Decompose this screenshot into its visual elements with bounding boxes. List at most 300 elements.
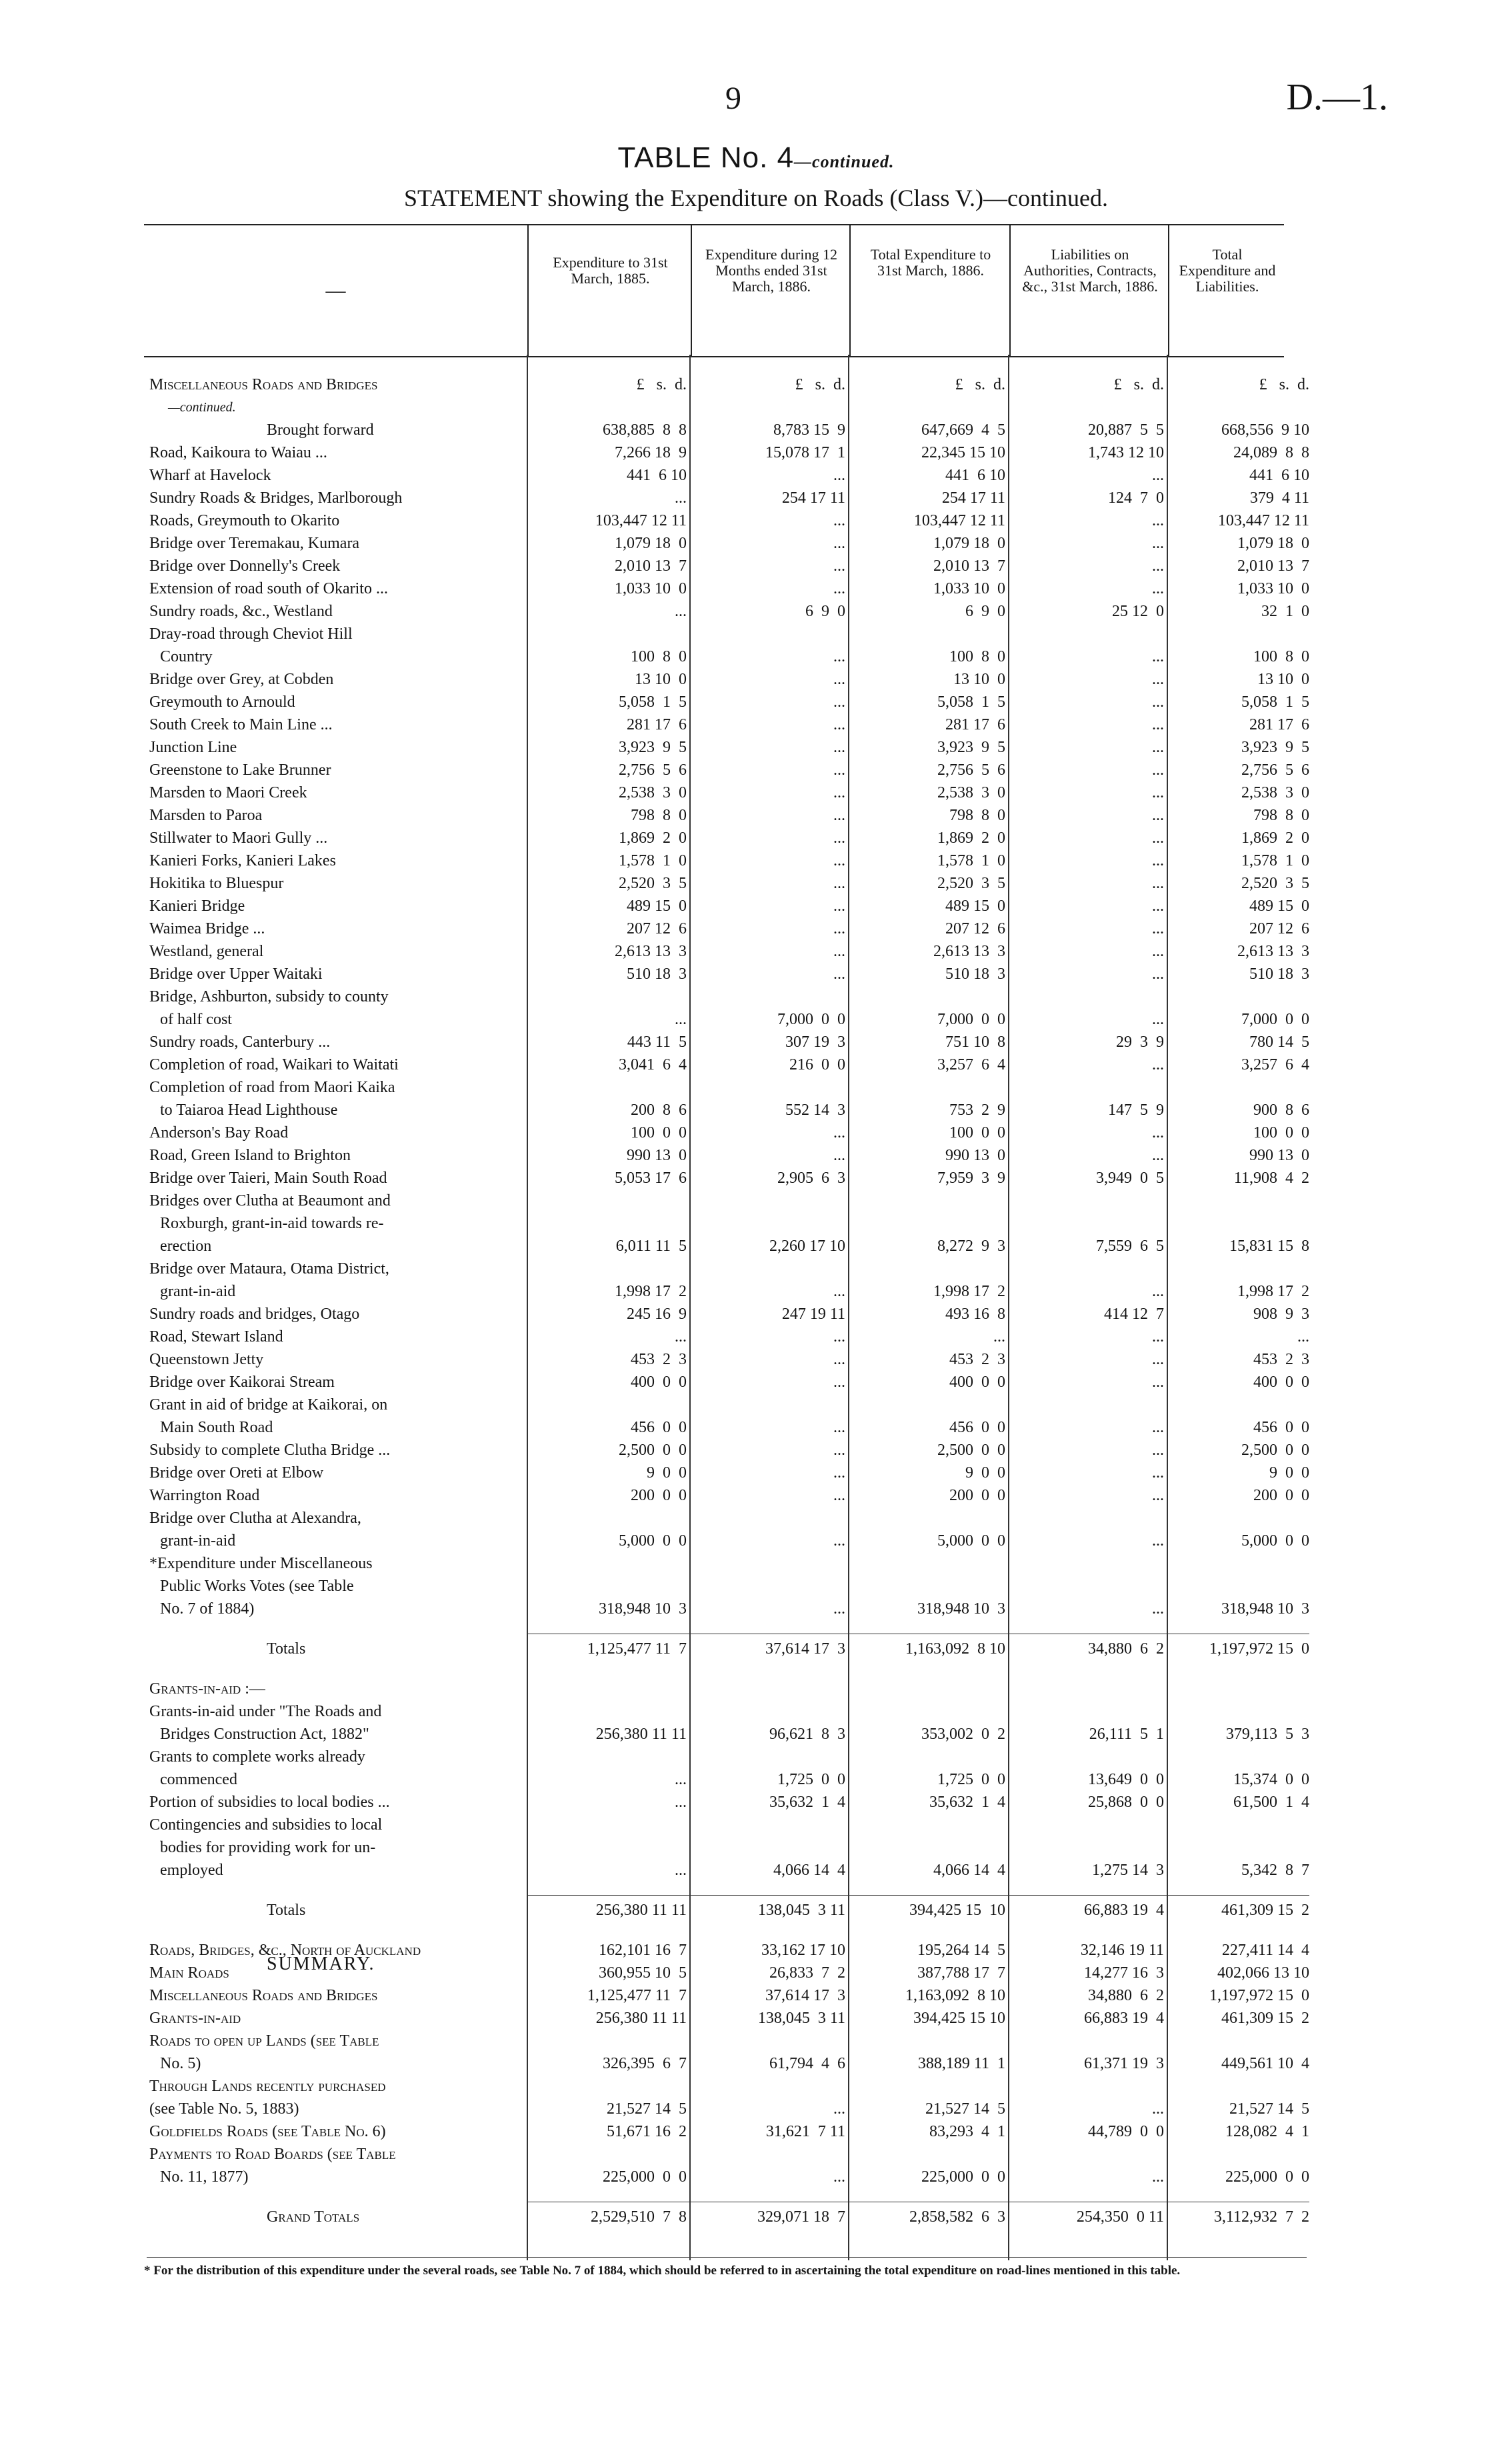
cell-c2: 15,078 17 1 [765, 444, 845, 461]
footnote-rule [147, 2257, 1307, 2258]
row-label: Bridge, Ashburton, subsidy to county [149, 988, 389, 1005]
cell-c4: 414 12 7 [1104, 1306, 1164, 1323]
statement-heading: STATEMENT showing the Expenditure on Roads (Class V.)—continued. [403, 185, 1109, 211]
row-label: of half cost [160, 1011, 232, 1028]
table-row [0, 1507, 1512, 1530]
cell-c3: 394,425 15 10 [909, 1902, 1005, 1919]
cell-c1: 2,538 3 0 [619, 784, 687, 801]
cell-c4: ... [1152, 761, 1164, 779]
cell-c5: 780 14 5 [1249, 1033, 1309, 1051]
table-row [0, 1189, 1512, 1212]
row-label: Bridge over Taieri, Main South Road [149, 1169, 387, 1187]
row-label: No. 5) [160, 2055, 201, 2072]
cell-c1: 318,948 10 3 [599, 1600, 687, 1618]
cell-c4: 25 12 0 [1112, 603, 1164, 620]
cell-c4: 254,350 0 11 [1076, 2208, 1164, 2226]
cell-c3: 200 0 0 [949, 1487, 1005, 1504]
cell-c5: 461,309 15 2 [1221, 2010, 1309, 2027]
table-title-continued: —continued. [794, 152, 895, 171]
cell-c4: 34,880 6 2 [1088, 1640, 1164, 1658]
table-row [0, 895, 1512, 917]
cell-c5: 318,948 10 3 [1221, 1600, 1309, 1618]
table-row [0, 1394, 1512, 1416]
table-row [0, 1962, 1512, 1984]
cell-c1: 510 18 3 [627, 965, 687, 983]
table-row [0, 373, 1512, 396]
cell-c1: 1,869 2 0 [619, 829, 687, 847]
table-row [0, 2120, 1512, 2143]
cell-c2: ... [833, 1487, 845, 1504]
cell-c3: 4,066 14 4 [933, 1862, 1005, 1879]
cell-c2: 216 0 0 [789, 1056, 845, 1073]
table-row [0, 2166, 1512, 2188]
cell-c4: 25,868 0 0 [1088, 1794, 1164, 1811]
cell-c3: 751 10 8 [945, 1033, 1005, 1051]
cell-c2: 6 9 0 [805, 603, 845, 620]
cell-c2: ... [833, 1600, 845, 1618]
cell-c2: ... [833, 1328, 845, 1346]
table-row [0, 1326, 1512, 1348]
cell-c3: 388,189 11 1 [917, 2055, 1005, 2072]
row-label: Main Roads [149, 1964, 229, 1982]
row-label: Bridges Construction Act, 1882" [160, 1726, 369, 1743]
cell-c5: 798 8 0 [1253, 807, 1309, 824]
header-col-2: Expenditure during 12 Months ended 31st March, 1886. [691, 225, 851, 356]
cell-c4: ... [1152, 1442, 1164, 1459]
cell-c4: 3,949 0 5 [1096, 1169, 1164, 1187]
cell-c5: 100 0 0 [1253, 1124, 1309, 1141]
cell-c5: 379,113 5 3 [1225, 1726, 1309, 1743]
cell-c4: ... [1152, 557, 1164, 575]
cell-c2: ... [833, 2100, 845, 2118]
cell-c4: 124 7 0 [1108, 489, 1164, 507]
cell-c5: 207 12 6 [1249, 920, 1309, 937]
cell-c5: 400 0 0 [1253, 1374, 1309, 1391]
table-row [0, 1121, 1512, 1144]
cell-c3: 1,578 1 0 [937, 852, 1005, 869]
cell-c5: 5,342 8 7 [1241, 1862, 1309, 1879]
cell-c4: ... [1152, 1374, 1164, 1391]
cell-c5: 13 10 0 [1257, 671, 1309, 688]
cell-c5: 449,561 10 4 [1221, 2055, 1309, 2072]
cell-c1: 100 0 0 [631, 1124, 687, 1141]
cell-c3: 2,756 5 6 [937, 761, 1005, 779]
cell-c1: 245 16 9 [627, 1306, 687, 1323]
cell-c3: 990 13 0 [945, 1147, 1005, 1164]
table-row [0, 1348, 1512, 1371]
row-label: Bridge over Mataura, Otama District, [149, 1260, 389, 1278]
cell-c5: £ s. d. [1259, 376, 1309, 393]
cell-c1: 1,578 1 0 [619, 852, 687, 869]
cell-c2: 254 17 11 [781, 489, 845, 507]
table-row [0, 1575, 1512, 1598]
cell-c5: 3,112,932 7 2 [1213, 2208, 1309, 2226]
cell-c3: 195,264 14 5 [917, 1942, 1005, 1959]
cell-c2: ... [833, 875, 845, 892]
cell-c5: 1,079 18 0 [1237, 535, 1309, 552]
cell-c2: ... [833, 852, 845, 869]
cell-c5: 402,066 13 10 [1217, 1964, 1309, 1982]
cell-c2: 307 19 3 [785, 1033, 845, 1051]
cell-c1: 1,033 10 0 [615, 580, 687, 597]
cell-c2: 2,260 17 10 [769, 1238, 845, 1255]
cell-c1: 281 17 6 [627, 716, 687, 733]
table-row [0, 441, 1512, 464]
cell-c2: 61,794 4 6 [769, 2055, 845, 2072]
row-label: Sundry roads and bridges, Otago [149, 1306, 360, 1323]
cell-c1: 200 0 0 [631, 1487, 687, 1504]
cell-c5: 225,000 0 0 [1225, 2168, 1309, 2186]
cell-c5: 227,411 14 4 [1221, 1942, 1309, 1959]
cell-c5: 5,058 1 5 [1241, 693, 1309, 711]
row-label: Stillwater to Maori Gully ... [149, 829, 328, 847]
table-row [0, 781, 1512, 804]
cell-c4: 29 3 9 [1116, 1033, 1164, 1051]
table-row [0, 1053, 1512, 1076]
cell-c2: ... [833, 648, 845, 665]
row-label: Miscellaneous Roads and Bridges [149, 376, 378, 393]
cell-c5: 32 1 0 [1261, 603, 1309, 620]
cell-c2: ... [833, 1442, 845, 1459]
cell-c5: 281 17 6 [1249, 716, 1309, 733]
row-label: Extension of road south of Okarito ... [149, 580, 388, 597]
cell-c5: ... [1297, 1328, 1309, 1346]
row-label: Dray-road through Cheviot Hill [149, 625, 353, 643]
cell-c4: ... [1152, 1351, 1164, 1368]
table-row [0, 532, 1512, 555]
row-label: Bridges over Clutha at Beaumont and [149, 1192, 391, 1209]
cell-c3: 318,948 10 3 [917, 1600, 1005, 1618]
cell-c1: 489 15 0 [627, 897, 687, 915]
cell-c1: 21,527 14 5 [607, 2100, 687, 2118]
cell-c4: ... [1152, 693, 1164, 711]
cell-c4: ... [1152, 535, 1164, 552]
cell-c3: 489 15 0 [945, 897, 1005, 915]
cell-c5: 1,578 1 0 [1241, 852, 1309, 869]
table-row [0, 1280, 1512, 1303]
cell-c4: 61,371 19 3 [1084, 2055, 1164, 2072]
table-row [0, 1462, 1512, 1484]
cell-c2: 138,045 3 11 [757, 2010, 845, 2027]
cell-c3: 2,520 3 5 [937, 875, 1005, 892]
cell-c3: 1,725 0 0 [937, 1771, 1005, 1788]
cell-c4: 1,743 12 10 [1088, 444, 1164, 461]
cell-c3: 22,345 15 10 [921, 444, 1005, 461]
cell-c3: 1,079 18 0 [933, 535, 1005, 552]
row-label: *Expenditure under Miscellaneous [149, 1555, 373, 1572]
table-row [0, 1814, 1512, 1836]
table-row [0, 1484, 1512, 1507]
row-label: commenced [160, 1771, 237, 1788]
row-label: Waimea Bridge ... [149, 920, 265, 937]
cell-c1: 2,010 13 7 [615, 557, 687, 575]
cell-c1: 3,041 6 4 [619, 1056, 687, 1073]
footnote: * For the distribution of this expenditure under the several roads, see Table No. 7 of 1884, which should be referred to in ascertaining the total expenditure on road-lines mentioned in this table. [144, 2264, 1181, 2278]
cell-c1: 162,101 16 7 [599, 1942, 687, 1959]
table-row [0, 2030, 1512, 2052]
cell-c3: 1,869 2 0 [937, 829, 1005, 847]
table-row [0, 1258, 1512, 1280]
table-row [0, 509, 1512, 532]
cell-c4: ... [1152, 852, 1164, 869]
table-row [0, 963, 1512, 985]
cell-c2: 8,783 15 9 [773, 421, 845, 439]
row-label: Sundry roads, &c., Westland [149, 603, 333, 620]
cell-c4: ... [1152, 1600, 1164, 1618]
cell-c3: 225,000 0 0 [921, 2168, 1005, 2186]
document-reference: D.—1. [1286, 77, 1388, 118]
cell-c5: 1,197,972 15 0 [1209, 1640, 1309, 1658]
cell-c1: 638,885 8 8 [603, 421, 687, 439]
cell-c4: ... [1152, 920, 1164, 937]
cell-c3: 83,293 4 1 [929, 2123, 1005, 2140]
row-label: Bridge over Kaikorai Stream [149, 1374, 335, 1391]
row-label: Grant in aid of bridge at Kaikorai, on [149, 1396, 388, 1414]
cell-c3: ... [993, 1328, 1005, 1346]
cell-c2: 329,071 18 7 [757, 2208, 845, 2226]
cell-c5: 510 18 3 [1249, 965, 1309, 983]
cell-c1: ... [675, 489, 687, 507]
cell-c3: 8,272 9 3 [937, 1238, 1005, 1255]
cell-c2: ... [833, 716, 845, 733]
table-row [0, 1836, 1512, 1859]
table-row [0, 940, 1512, 963]
cell-c1: 256,380 11 11 [595, 1902, 687, 1919]
table-row [0, 396, 1512, 419]
cell-c4: ... [1152, 829, 1164, 847]
cell-c5: 15,831 15 8 [1229, 1238, 1309, 1255]
cell-c4: 1,275 14 3 [1092, 1862, 1164, 1879]
cell-c2: 37,614 17 3 [765, 1987, 845, 2004]
row-label: grant-in-aid [160, 1283, 236, 1300]
cell-c3: 7,000 0 0 [937, 1011, 1005, 1028]
table-row [0, 691, 1512, 713]
row-label: Roads, Bridges, &c., North of Auckland [149, 1942, 421, 1959]
cell-c4: ... [1152, 943, 1164, 960]
table-row [0, 1859, 1512, 1882]
cell-c3: 3,257 6 4 [937, 1056, 1005, 1073]
cell-c5: 3,257 6 4 [1241, 1056, 1309, 1073]
cell-c3: 394,425 15 10 [913, 2010, 1005, 2027]
row-label: Brought forward [267, 421, 374, 439]
cell-c3: 3,923 9 5 [937, 739, 1005, 756]
row-label: Queenstown Jetty [149, 1351, 264, 1368]
table-row [0, 1235, 1512, 1258]
table-row [0, 1099, 1512, 1121]
cell-c5: 900 8 6 [1253, 1101, 1309, 1119]
cell-c1: 7,266 18 9 [615, 444, 687, 461]
cell-c1: 400 0 0 [631, 1374, 687, 1391]
cell-c1: 100 8 0 [631, 648, 687, 665]
cell-c4: ... [1152, 875, 1164, 892]
cell-c3: 281 17 6 [945, 716, 1005, 733]
table-row [0, 487, 1512, 509]
table-row [0, 600, 1512, 623]
row-label: Contingencies and subsidies to local [149, 1816, 383, 1834]
cell-c4: ... [1152, 580, 1164, 597]
row-label: Westland, general [149, 943, 264, 960]
table-row [0, 985, 1512, 1008]
table-row [0, 1723, 1512, 1746]
cell-c2: ... [833, 512, 845, 529]
page-number: 9 [725, 81, 741, 116]
table-row [0, 1899, 1512, 1922]
summary-heading: SUMMARY. [267, 1954, 375, 1974]
row-label: Warrington Road [149, 1487, 260, 1504]
row-label: Grants-in-aid [149, 2010, 241, 2027]
row-label: Main South Road [160, 1419, 273, 1436]
cell-c1: 5,000 0 0 [619, 1532, 687, 1550]
cell-c4: ... [1152, 467, 1164, 484]
row-label: to Taiaroa Head Lighthouse [160, 1101, 338, 1119]
table-row [0, 464, 1512, 487]
cell-c5: 379 4 11 [1249, 489, 1309, 507]
cell-c4: £ s. d. [1113, 376, 1164, 393]
table-row [0, 1076, 1512, 1099]
cell-c5: 100 8 0 [1253, 648, 1309, 665]
row-label: Subsidy to complete Clutha Bridge ... [149, 1442, 391, 1459]
cell-c3: 207 12 6 [945, 920, 1005, 937]
row-label: Marsden to Maori Creek [149, 784, 307, 801]
table-row [0, 555, 1512, 577]
cell-c3: 2,858,582 6 3 [909, 2208, 1005, 2226]
cell-c1: 1,125,477 11 7 [587, 1987, 687, 2004]
cell-c2: ... [833, 761, 845, 779]
cell-c1: 360,955 10 5 [599, 1964, 687, 1982]
cell-c1: 1,998 17 2 [615, 1283, 687, 1300]
row-label: Through Lands recently purchased [149, 2078, 386, 2095]
cell-c1: 798 8 0 [631, 807, 687, 824]
cell-c3: 21,527 14 5 [925, 2100, 1005, 2118]
cell-c2: 37,614 17 3 [765, 1640, 845, 1658]
table-row [0, 1031, 1512, 1053]
cell-c3: 798 8 0 [949, 807, 1005, 824]
cell-c3: 441 6 10 [945, 467, 1005, 484]
cell-c1: 456 0 0 [631, 1419, 687, 1436]
row-label: Hokitika to Bluespur [149, 875, 284, 892]
cell-c1: 2,520 3 5 [619, 875, 687, 892]
cell-c2: ... [833, 1532, 845, 1550]
table-row [0, 1598, 1512, 1620]
cell-c4: ... [1152, 671, 1164, 688]
row-label: Grants-in-aid :— [149, 1680, 265, 1698]
table-row [0, 1371, 1512, 1394]
cell-c1: ... [675, 1794, 687, 1811]
cell-c2: ... [833, 943, 845, 960]
cell-c3: 493 16 8 [945, 1306, 1005, 1323]
row-label: Grand Totals [267, 2208, 360, 2226]
cell-c5: 1,998 17 2 [1237, 1283, 1309, 1300]
cell-c4: ... [1152, 1056, 1164, 1073]
cell-c2: 31,621 7 11 [765, 2123, 845, 2140]
table-row [0, 1416, 1512, 1439]
table-row [0, 1008, 1512, 1031]
cell-c5: 9 0 0 [1269, 1464, 1309, 1482]
cell-c5: 908 9 3 [1253, 1306, 1309, 1323]
cell-c3: 5,058 1 5 [937, 693, 1005, 711]
cell-c2: ... [833, 2168, 845, 2186]
cell-c1: 453 2 3 [631, 1351, 687, 1368]
header-col-1: Expenditure to 31st March, 1885. [527, 225, 692, 356]
table-row [0, 1552, 1512, 1575]
cell-c2: 33,162 17 10 [761, 1942, 845, 1959]
cell-c4: 7,559 6 5 [1096, 1238, 1164, 1255]
cell-c1: 5,053 17 6 [615, 1169, 687, 1187]
row-label: Road, Stewart Island [149, 1328, 283, 1346]
row-label: No. 7 of 1884) [160, 1600, 255, 1618]
row-label: Road, Kaikoura to Waiau ... [149, 444, 327, 461]
cell-c2: ... [833, 897, 845, 915]
cell-c1: 1,079 18 0 [615, 535, 687, 552]
cell-c2: ... [833, 535, 845, 552]
cell-c5: 1,869 2 0 [1241, 829, 1309, 847]
cell-c3: 2,538 3 0 [937, 784, 1005, 801]
cell-c1: ... [675, 1011, 687, 1028]
cell-c5: 2,010 13 7 [1237, 557, 1309, 575]
row-label: No. 11, 1877) [160, 2168, 249, 2186]
cell-c1: 103,447 12 11 [595, 512, 687, 529]
table-row [0, 1530, 1512, 1552]
cell-c1: 990 13 0 [627, 1147, 687, 1164]
cell-c4: ... [1152, 1147, 1164, 1164]
cell-c1: 200 8 6 [631, 1101, 687, 1119]
cell-c2: ... [833, 1124, 845, 1141]
row-label: Goldfields Roads (see Table No. 6) [149, 2123, 386, 2140]
row-label: Marsden to Paroa [149, 807, 263, 824]
table-row [0, 623, 1512, 645]
cell-c1: 207 12 6 [627, 920, 687, 937]
cell-c3: 13 10 0 [953, 671, 1005, 688]
cell-c1: 5,058 1 5 [619, 693, 687, 711]
table-row [0, 736, 1512, 759]
cell-c3: 1,998 17 2 [933, 1283, 1005, 1300]
cell-c2: ... [833, 1419, 845, 1436]
cell-c5: 128,082 4 1 [1225, 2123, 1309, 2140]
row-label: Road, Green Island to Brighton [149, 1147, 351, 1164]
table-row [0, 2206, 1512, 2228]
table-row [0, 1167, 1512, 1189]
cell-c2: 35,632 1 4 [769, 1794, 845, 1811]
row-label: Wharf at Havelock [149, 467, 271, 484]
cell-c5: 21,527 14 5 [1229, 2100, 1309, 2118]
table-row [0, 645, 1512, 668]
table-row [0, 577, 1512, 600]
cell-c3: 5,000 0 0 [937, 1532, 1005, 1550]
cell-c4: ... [1152, 784, 1164, 801]
cell-c3: 456 0 0 [949, 1419, 1005, 1436]
cell-c4: 34,880 6 2 [1088, 1987, 1164, 2004]
row-label: Miscellaneous Roads and Bridges [149, 1987, 378, 2004]
cell-c3: 9 0 0 [965, 1464, 1005, 1482]
cell-c2: £ s. d. [795, 376, 845, 393]
row-label: Payments to Road Boards (see Table [149, 2146, 396, 2163]
cell-c4: ... [1152, 965, 1164, 983]
cell-c5: 2,538 3 0 [1241, 784, 1309, 801]
cell-c1: 6,011 11 5 [615, 1238, 687, 1255]
row-label: Kanieri Bridge [149, 897, 245, 915]
cell-c3: 7,959 3 9 [937, 1169, 1005, 1187]
row-label: Country [160, 648, 213, 665]
cell-c1: 1,125,477 11 7 [587, 1640, 687, 1658]
row-label: Greenstone to Lake Brunner [149, 761, 331, 779]
cell-c5: 61,500 1 4 [1233, 1794, 1309, 1811]
cell-c1: 326,395 6 7 [603, 2055, 687, 2072]
cell-c4: ... [1152, 807, 1164, 824]
cell-c4: 147 5 9 [1108, 1101, 1164, 1119]
cell-c4: ... [1152, 648, 1164, 665]
table-title-main: TABLE No. 4 [617, 141, 795, 174]
cell-c1: 51,671 16 2 [607, 2123, 687, 2140]
